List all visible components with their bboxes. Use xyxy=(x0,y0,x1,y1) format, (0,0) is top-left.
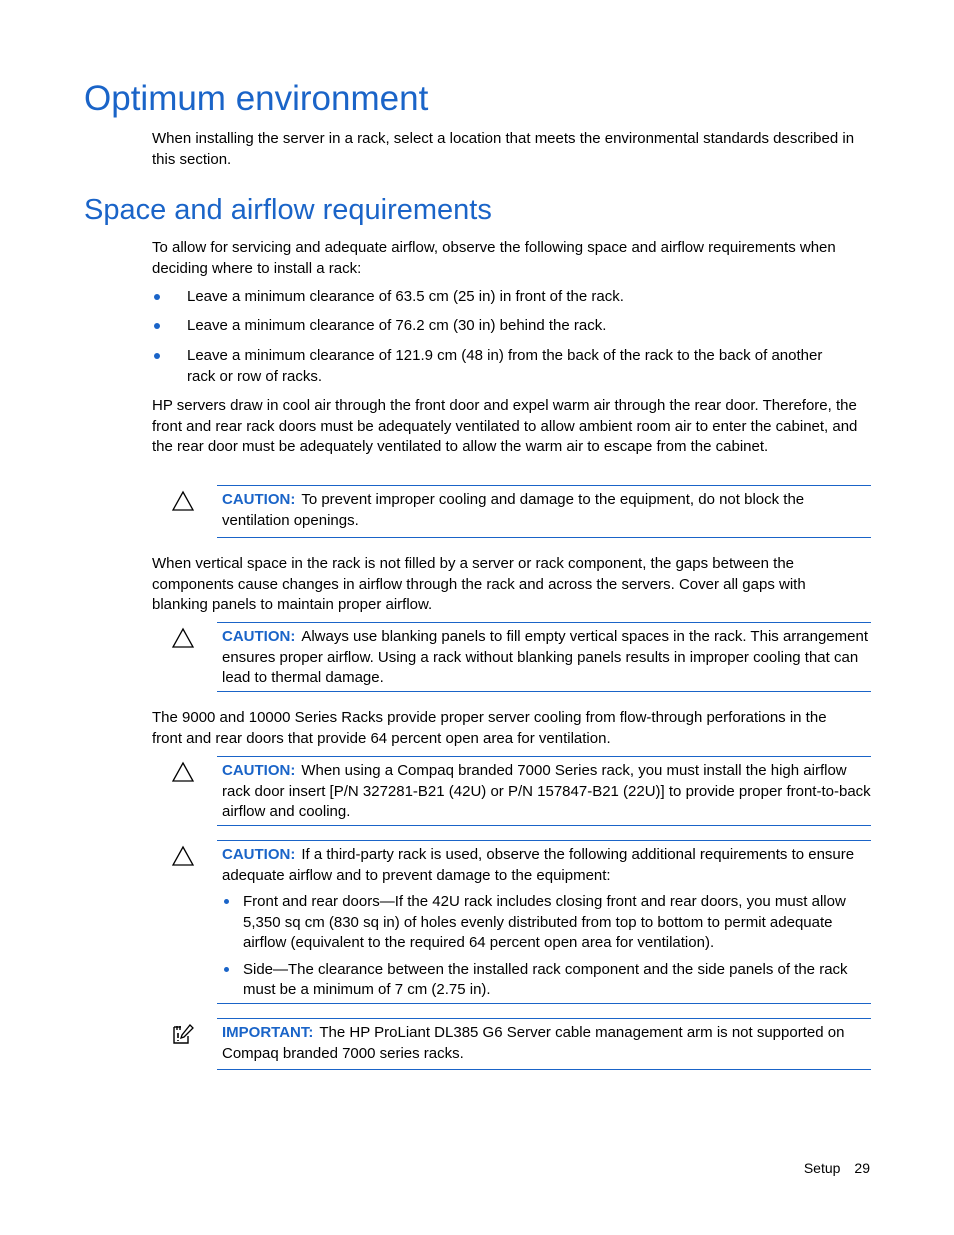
warning-triangle-icon xyxy=(171,490,195,512)
warning-triangle-icon xyxy=(171,761,195,783)
caution-text: If a third-party rack is used, observe the following additional requirements to ensure adequate airflow and to prevent damage to the equipment: xyxy=(222,846,855,884)
caution-box xyxy=(217,756,871,826)
important-label: IMPORTANT: xyxy=(222,1024,314,1041)
caution-box xyxy=(217,485,871,538)
list-item xyxy=(152,346,854,387)
caution-label: CAUTION: xyxy=(222,491,296,508)
caution-box xyxy=(217,622,871,692)
caution-text: When using a Compaq branded 7000 Series rack, you must install the high airflow rack door insert [P/N 327281-B21 (42U) or P/N 157847-B21 (22U)] to provide proper front-to-back airflow and cooling. xyxy=(222,762,871,820)
list-item-text: Leave a minimum clearance of 76.2 cm (30 in) behind the rack. xyxy=(187,317,607,334)
caution-text: To prevent improper cooling and damage to the equipment, do not block the ventilation openings. xyxy=(222,491,805,529)
warning-triangle-icon xyxy=(171,845,195,867)
list-item-text: Leave a minimum clearance of 121.9 cm (48 in) from the back of the rack to the back of another rack or row of racks. xyxy=(187,347,823,385)
list-item xyxy=(152,316,852,337)
intro-paragraph: When installing the server in a rack, select a location that meets the environmental standards described in this section. xyxy=(152,130,855,168)
footer-section: Setup xyxy=(803,1160,841,1176)
page-number: 29 xyxy=(854,1160,870,1176)
important-box xyxy=(217,1018,871,1070)
list-item xyxy=(152,287,852,308)
list-item-text: Leave a minimum clearance of 63.5 cm (25 in) in front of the rack. xyxy=(187,288,624,305)
bullet-icon xyxy=(224,899,229,904)
rack-series-paragraph: The 9000 and 10000 Series Racks provide proper server cooling from flow-through perforations in the front and rear doors that provide 64 percent open area for ventilation. xyxy=(152,709,827,747)
bullet-icon xyxy=(224,967,229,972)
space-intro-paragraph: To allow for servicing and adequate airflow, observe the following space and airflow requirements when deciding where to install a rack: xyxy=(152,239,836,277)
list-item xyxy=(222,960,868,1001)
airflow-paragraph: HP servers draw in cool air through the front door and expel warm air through the rear door. Therefore, the front and rear rack doors must be adequately ventilated to allow ambient room air to enter the cabinet, and the rear door must be adequately ventilated to allow the warm air to escape from the cabinet. xyxy=(152,397,858,455)
list-item xyxy=(222,892,868,954)
bullet-icon xyxy=(154,323,160,329)
bullet-icon xyxy=(154,353,160,359)
important-text: The HP ProLiant DL385 G6 Server cable management arm is not supported on Compaq branded 7000 series racks. xyxy=(222,1024,845,1062)
vertical-space-paragraph: When vertical space in the rack is not filled by a server or rack component, the gaps between the components cause changes in airflow through the rack and across the servers. Cover all gaps with blanking panels to maintain proper airflow. xyxy=(152,555,806,613)
list-item-text: Front and rear doors—If the 42U rack includes closing front and rear doors, you must allow 5,350 sq cm (830 sq in) of holes evenly distributed from top to bottom to permit adequate airflow (equivalent to the required 64 percent open area for ventilation). xyxy=(243,893,846,951)
caution-label: CAUTION: xyxy=(222,846,296,863)
bullet-icon xyxy=(154,294,160,300)
caution-text: Always use blanking panels to fill empty vertical spaces in the rack. This arrangement ensures proper airflow. Using a rack without blanking panels results in improper cooling that can lead to thermal damage. xyxy=(222,628,868,686)
caution-label: CAUTION: xyxy=(222,762,296,779)
list-item-text: Side—The clearance between the installed rack component and the side panels of the rack must be a minimum of 7 cm (2.75 in). xyxy=(243,960,848,998)
important-note-icon xyxy=(171,1023,195,1045)
warning-triangle-icon xyxy=(171,627,195,649)
page-title: Optimum environment xyxy=(84,79,429,118)
section-title: Space and airflow requirements xyxy=(84,194,492,226)
caution-box xyxy=(217,840,871,1004)
page-footer xyxy=(804,1158,870,1179)
caution-label: CAUTION: xyxy=(222,628,296,645)
